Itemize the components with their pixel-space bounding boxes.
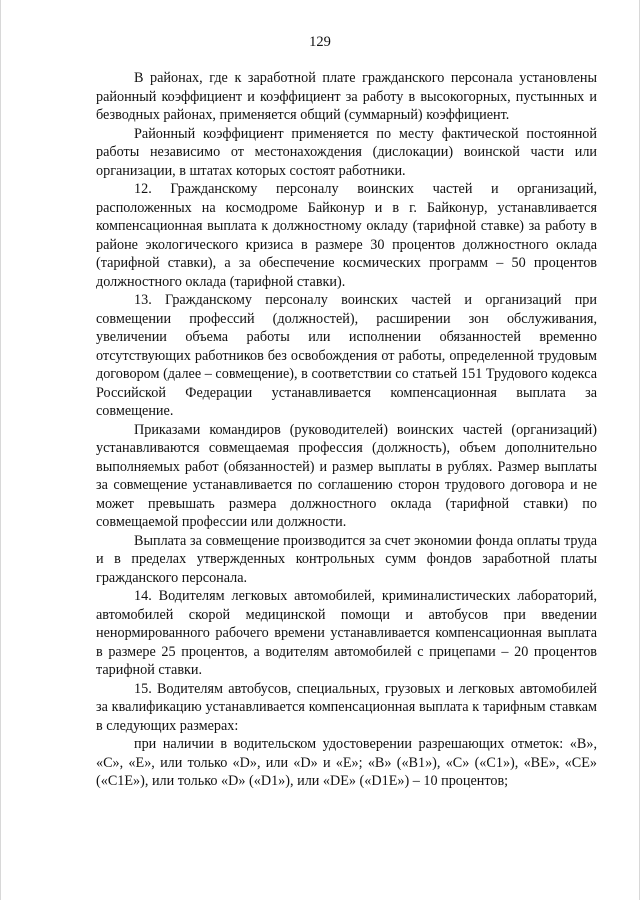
paragraph-item-15-qualification: 15. Водителям автобусов, специальных, грузовых и легковых автомобилей за квалификацию устанавливается компенсационная выплата к тарифным ставкам в следующих размерах:: [96, 680, 597, 734]
paragraph-district-coefficient: В районах, где к заработной плате гражданского персонала установлены районный коэффициент и коэффициент за работу в высокогорных, пустынных и безводных районах, применяется общий (суммарный) коэффициент.: [96, 70, 597, 123]
paragraph-item-12-baikonur: 12. Гражданскому персоналу воинских частей и организаций, расположенных на космодроме Байконур и в г. Байконур, устанавливается компенсационная выплата к должностному окладу (тарифной ставке) за работу в районе экологического кризиса в размере 30 процентов должностного оклада (тарифной ставки), а за обеспечение космических программ – 50 процентов должностного оклада (тарифной ставки).: [96, 181, 597, 290]
paragraph-payment-source: Выплата за совмещение производится за счет экономии фонда оплаты труда и в пределах утвержденных контрольных сумм фондов заработной платы гражданского персонала.: [96, 532, 597, 586]
page-number: 129: [309, 34, 331, 50]
document-body: [96, 69, 597, 791]
paragraph-item-14-drivers: 14. Водителям легковых автомобилей, криминалистических лабораторий, автомобилей скорой медицинской помощи и автобусов при введении ненормированного рабочего времени устанавливается компенсационная выплата в размере 25 процентов, а водителям автомобилей с прицепами – 20 процентов тарифной ставки.: [96, 588, 597, 678]
paragraph-commander-orders: Приказами командиров (руководителей) воинских частей (организаций) устанавливаются совмещаемая профессия (должность), объем дополнительно выполняемых работ (обязанностей) и размер выплаты в рублях. Размер выплаты за совмещение устанавливается по соглашению сторон трудового договора и не может превышать размера должностного оклада (тарифной ставки) по совмещаемой профессии или должности.: [96, 421, 597, 530]
paragraph-district-coefficient-place: Районный коэффициент применяется по месту фактической постоянной работы независимо от местонахождения (дислокации) воинской части или организации, в штатах которых состоят работники.: [96, 125, 597, 179]
paragraph-item-13-combination: 13. Гражданскому персоналу воинских частей и организаций при совмещении профессий (должностей), расширении зон обслуживания, увеличении объема работы или исполнении обязанностей временно отсутствующих работников без освобождения от работы, определенной трудовым договором (далее – совмещение), в соответствии со статьей 151 Трудового кодекса Российской Федерации устанавливается компенсационная выплата за совмещение.: [96, 292, 597, 419]
paragraph-license-categories: при наличии в водительском удостоверении разрешающих отметок: «В», «С», «Е», или только «D», или «D» и «Е»; «В» («В1»), «С» («С1»), «ВЕ», «СЕ» («С1Е»), или только «D» («D1»), или «DЕ» («D1Е») – 10 процентов;: [96, 736, 597, 789]
